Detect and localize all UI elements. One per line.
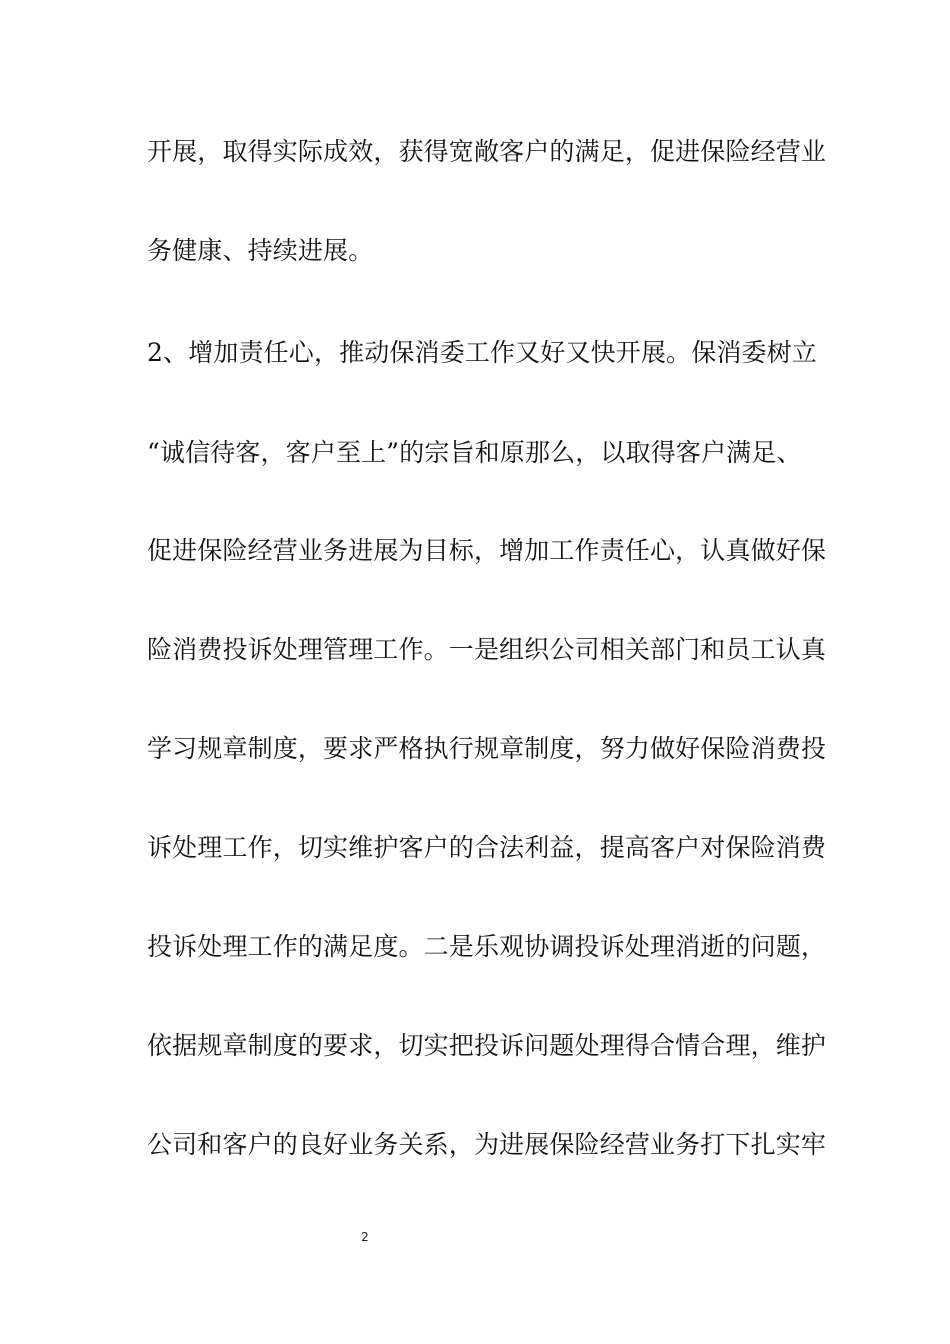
body-text-line: 务健康、持续进展。 (147, 236, 374, 265)
page-number: 2 (361, 1230, 369, 1244)
body-text-line: 开展，取得实际成效，获得宽敞客户的满足，促进保险经营业 (147, 137, 827, 166)
body-text-line: 险消费投诉处理管理工作。一是组织公司相关部门和员工认真 (147, 635, 827, 664)
body-text-line: 公司和客户的良好业务关系，为进展保险经营业务打下扎实牢 (147, 1130, 827, 1159)
body-text-line: 诉处理工作，切实维护客户的合法利益，提高客户对保险消费 (147, 833, 827, 862)
body-text-line: “诚信待客，客户至上”的宗旨和原那么，以取得客户满足、 (147, 438, 802, 467)
body-text-line: 促进保险经营业务进展为目标，增加工作责任心，认真做好保 (147, 536, 827, 565)
body-text-line: 学习规章制度，要求严格执行规章制度，努力做好保险消费投 (147, 734, 827, 763)
body-text-line: 2、增加责任心，推动保消委工作又好又快开展。保消委树立 (147, 338, 817, 367)
body-text-line: 依据规章制度的要求，切实把投诉问题处理得合情合理，维护 (147, 1031, 827, 1060)
body-text-line: 投诉处理工作的满足度。二是乐观协调投诉处理消逝的问题， (147, 932, 827, 961)
